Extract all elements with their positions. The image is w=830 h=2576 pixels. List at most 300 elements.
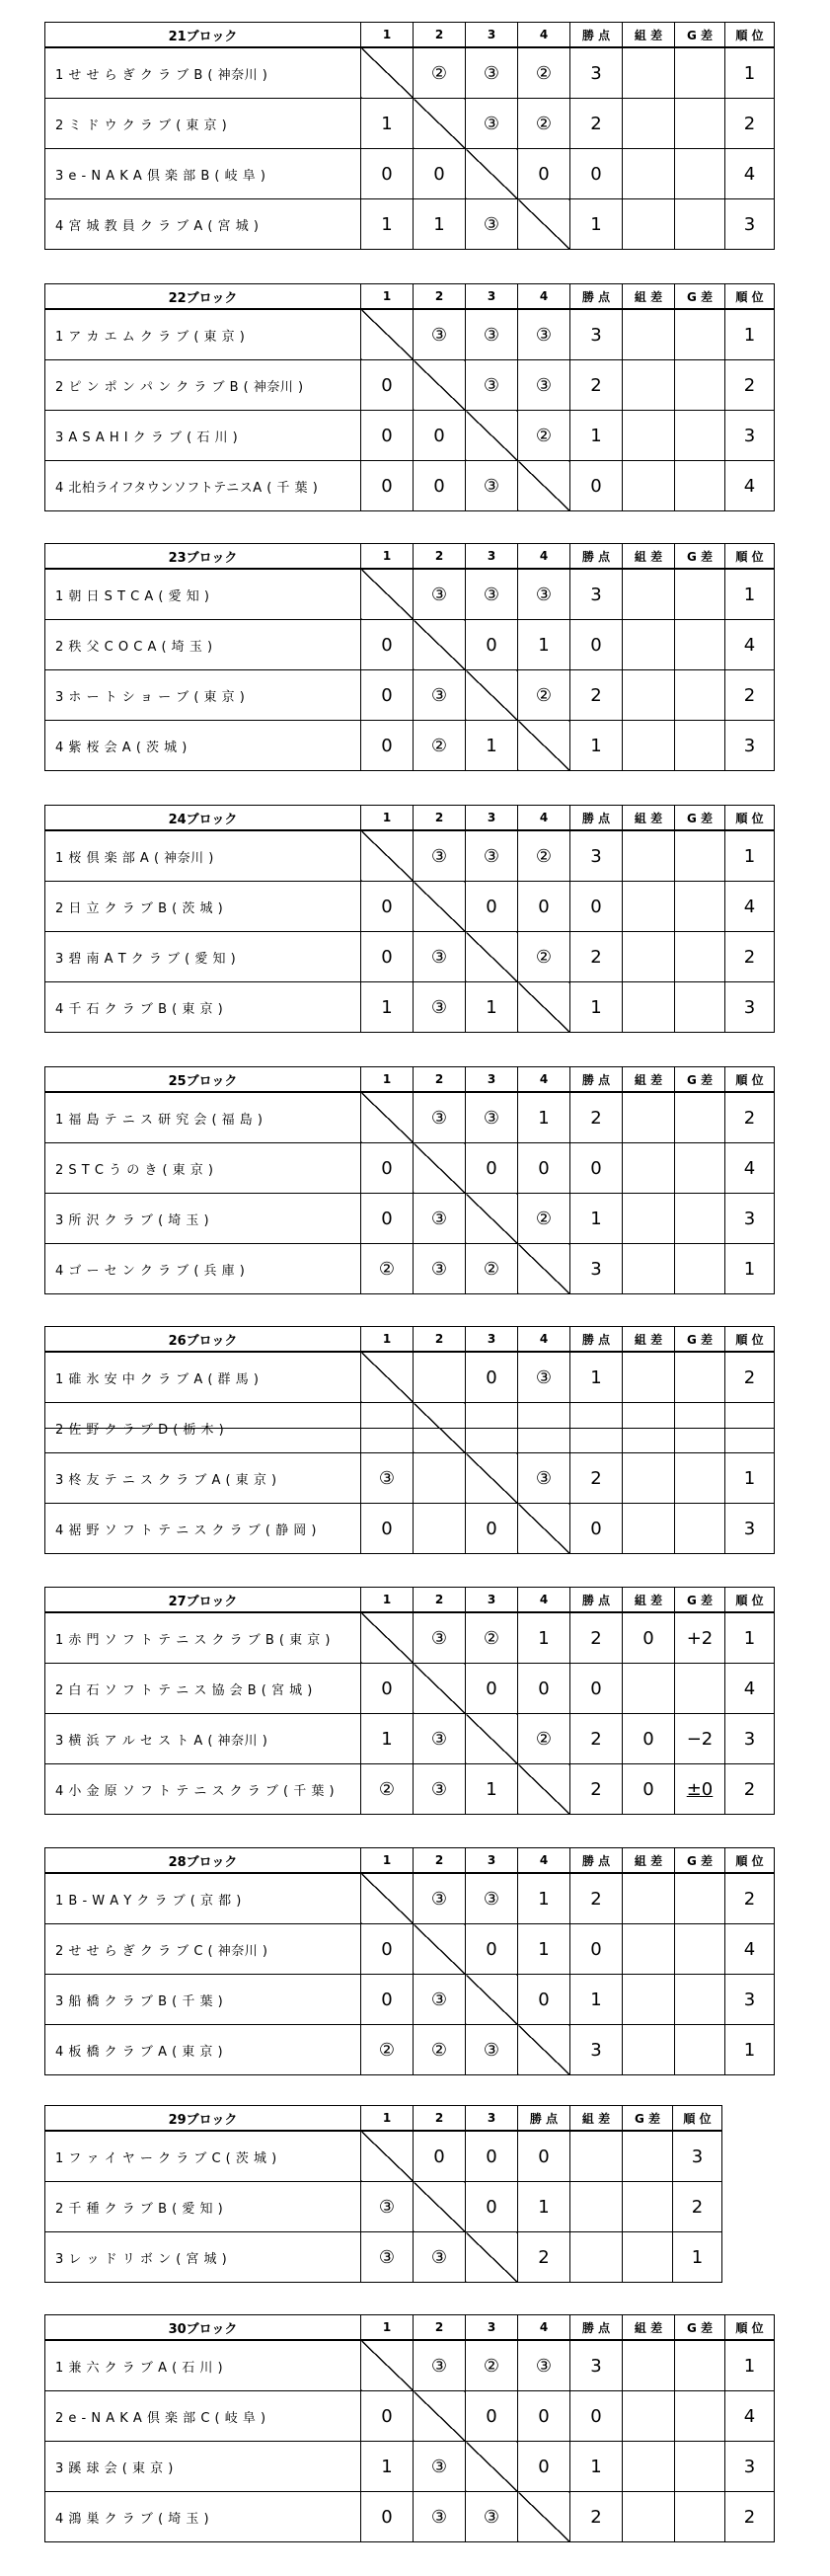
self-match-cell xyxy=(466,932,518,982)
wins-cell xyxy=(570,2025,623,2075)
wins-cell-value: 0 xyxy=(590,2405,602,2427)
wins-cell xyxy=(570,149,623,199)
set-diff-header: 組 差 xyxy=(623,544,675,570)
column-header-opponent-1: 1 xyxy=(361,23,414,48)
result-value: 0 xyxy=(381,163,393,185)
rank-cell xyxy=(725,569,775,620)
wins-cell xyxy=(570,1764,623,1815)
result-cell xyxy=(361,1924,414,1975)
column-header-opponent-3: 3 xyxy=(466,1588,518,1613)
result-value: ③ xyxy=(535,1467,553,1489)
game-diff-cell xyxy=(675,1194,725,1244)
rank-cell xyxy=(725,932,775,982)
self-match-cell xyxy=(414,1664,466,1714)
result-value: ② xyxy=(483,2355,500,2377)
result-value: ③ xyxy=(430,1627,448,1649)
result-cell xyxy=(518,1092,570,1143)
result-cell xyxy=(361,1504,414,1554)
result-cell xyxy=(518,1664,570,1714)
table-row xyxy=(45,1975,775,2025)
wins-cell-value: 0 xyxy=(590,634,602,656)
result-cell xyxy=(466,1924,518,1975)
team-name: 3 柊 友 テ ニ ス ク ラ ブ A ( 東 京 ) xyxy=(45,1453,361,1504)
wins-cell-value: 2 xyxy=(590,1627,602,1649)
rank-cell xyxy=(725,1924,775,1975)
result-cell xyxy=(466,1612,518,1664)
column-header-opponent-3: 3 xyxy=(466,1848,518,1874)
result-cell xyxy=(466,309,518,360)
result-value: ③ xyxy=(430,1107,448,1129)
result-value: 0 xyxy=(538,896,550,917)
result-value: ② xyxy=(483,1258,500,1280)
result-cell xyxy=(466,830,518,882)
wins-header: 勝 点 xyxy=(570,1067,623,1093)
result-value: ② xyxy=(483,1627,500,1649)
result-cell xyxy=(361,1244,414,1294)
result-value: 0 xyxy=(381,1678,393,1699)
column-header-opponent-3: 3 xyxy=(466,1067,518,1093)
result-cell xyxy=(414,1194,466,1244)
header-row xyxy=(45,1588,775,1613)
withdrawn-strike-line xyxy=(414,1428,465,1429)
wins-cell-value: 0 xyxy=(590,1678,602,1699)
self-match-cell xyxy=(361,309,414,360)
block-table xyxy=(44,805,775,1033)
result-cell xyxy=(414,1352,466,1403)
result-cell xyxy=(414,1714,466,1764)
wins-cell-value: 3 xyxy=(590,324,602,346)
set-diff-header: 組 差 xyxy=(623,1848,675,1874)
result-value: ② xyxy=(535,684,553,706)
set-diff-cell xyxy=(623,721,675,771)
set-diff-cell xyxy=(623,932,675,982)
result-cell xyxy=(466,2340,518,2391)
team-name: 3 蹊 球 会 ( 東 京 ) xyxy=(45,2442,361,2492)
column-header-opponent-1: 1 xyxy=(361,806,414,831)
set-diff-cell xyxy=(623,1453,675,1504)
wins-cell-value: 3 xyxy=(590,584,602,605)
result-value: ③ xyxy=(430,1778,448,1800)
result-value: ② xyxy=(535,1728,553,1750)
result-cell xyxy=(414,2340,466,2391)
table-row xyxy=(45,830,775,882)
wins-cell-value: 2 xyxy=(538,2246,550,2268)
result-value: 1 xyxy=(538,1627,550,1649)
set-diff-cell xyxy=(623,2442,675,2492)
result-value: 0 xyxy=(486,896,497,917)
result-cell xyxy=(361,932,414,982)
result-cell xyxy=(518,670,570,721)
rank-cell xyxy=(725,670,775,721)
team-name: 4 鴻 巣 ク ラ ブ ( 埼 玉 ) xyxy=(45,2492,361,2542)
table-row xyxy=(45,2391,775,2442)
result-value: ③ xyxy=(483,1107,500,1129)
result-cell xyxy=(414,932,466,982)
team-name: 4 紫 桜 会 A ( 茨 城 ) xyxy=(45,721,361,771)
self-match-cell xyxy=(466,2232,518,2283)
result-value: 1 xyxy=(486,1778,497,1800)
table-row xyxy=(45,1352,775,1403)
rank-cell xyxy=(725,1664,775,1714)
team-name: 1 兼 六 ク ラ ブ A ( 石 川 ) xyxy=(45,2340,361,2391)
block-title: 22ブロック xyxy=(45,284,361,310)
wins-cell xyxy=(570,1143,623,1194)
result-cell xyxy=(361,2492,414,2542)
result-cell xyxy=(361,1143,414,1194)
set-diff-cell-value: 0 xyxy=(642,1627,654,1649)
result-cell xyxy=(361,1403,414,1453)
wins-cell-value: 1 xyxy=(538,2196,550,2218)
set-diff-cell xyxy=(570,2131,623,2182)
result-cell xyxy=(466,569,518,620)
wins-cell xyxy=(570,1924,623,1975)
table-row xyxy=(45,199,775,250)
result-cell xyxy=(361,1975,414,2025)
team-name: 1 B - W A Y ク ラ ブ ( 京 都 ) xyxy=(45,1873,361,1924)
result-value: 0 xyxy=(486,1157,497,1179)
column-header-opponent-2: 2 xyxy=(414,806,466,831)
result-value: 1 xyxy=(381,2456,393,2477)
wins-cell xyxy=(570,309,623,360)
result-cell xyxy=(518,1143,570,1194)
wins-cell xyxy=(570,620,623,670)
result-value: ② xyxy=(378,1258,396,1280)
team-name: 1 朝 日 S T C A ( 愛 知 ) xyxy=(45,569,361,620)
rank-cell xyxy=(725,1092,775,1143)
result-value: ② xyxy=(535,113,553,134)
column-header-opponent-3: 3 xyxy=(466,806,518,831)
result-value: 0 xyxy=(486,1678,497,1699)
result-cell xyxy=(466,2492,518,2542)
result-value: ③ xyxy=(483,113,500,134)
result-cell xyxy=(466,199,518,250)
game-diff-cell xyxy=(675,620,725,670)
withdrawn-strike-line xyxy=(570,1428,622,1429)
result-cell xyxy=(466,360,518,411)
set-diff-cell xyxy=(623,2391,675,2442)
result-cell xyxy=(518,149,570,199)
wins-cell xyxy=(570,569,623,620)
game-diff-header: G 差 xyxy=(675,1848,725,1874)
self-match-cell xyxy=(518,461,570,511)
block-table xyxy=(44,22,775,250)
self-match-cell xyxy=(414,2391,466,2442)
result-value: ③ xyxy=(430,324,448,346)
wins-cell xyxy=(518,2182,570,2232)
game-diff-cell xyxy=(623,2232,673,2283)
result-cell xyxy=(414,2131,466,2182)
wins-cell xyxy=(570,982,623,1033)
result-value: 0 xyxy=(538,1678,550,1699)
result-value: 0 xyxy=(381,735,393,756)
result-cell xyxy=(361,670,414,721)
rank-cell xyxy=(725,309,775,360)
wins-cell xyxy=(570,2391,623,2442)
rank-header: 順 位 xyxy=(725,2315,775,2341)
set-diff-cell-value: 0 xyxy=(642,1728,654,1750)
result-cell xyxy=(518,1924,570,1975)
set-diff-cell xyxy=(623,309,675,360)
self-match-cell xyxy=(414,882,466,932)
table-row xyxy=(45,620,775,670)
wins-cell xyxy=(570,932,623,982)
rank-header: 順 位 xyxy=(673,2106,722,2132)
rank-cell-value: 1 xyxy=(743,584,756,605)
result-cell xyxy=(414,2025,466,2075)
game-diff-cell xyxy=(675,411,725,461)
header-row xyxy=(45,2315,775,2341)
result-value: 0 xyxy=(433,475,445,497)
column-header-opponent-3: 3 xyxy=(466,23,518,48)
result-value: ③ xyxy=(483,213,500,235)
result-cell xyxy=(518,1194,570,1244)
team-name: 3 A S A H I ク ラ ブ ( 石 川 ) xyxy=(45,411,361,461)
result-cell xyxy=(466,721,518,771)
wins-cell-value: 2 xyxy=(590,374,602,396)
result-value: ③ xyxy=(430,845,448,867)
result-value: ② xyxy=(535,946,553,968)
table-row xyxy=(45,1194,775,1244)
game-diff-cell-value: −2 xyxy=(686,1728,714,1750)
team-name: 4 裾 野 ソ フ ト テ ニ ス ク ラ ブ ( 静 岡 ) xyxy=(45,1504,361,1554)
result-value: 0 xyxy=(381,2405,393,2427)
column-header-opponent-2: 2 xyxy=(414,1067,466,1093)
rank-cell xyxy=(725,411,775,461)
rank-cell xyxy=(725,982,775,1033)
team-name: 3 横 浜 ア ル セ ス ト A ( 神奈川 ) xyxy=(45,1714,361,1764)
result-value: ③ xyxy=(483,584,500,605)
result-value: 0 xyxy=(381,946,393,968)
result-value: 0 xyxy=(381,1157,393,1179)
result-value: ③ xyxy=(535,584,553,605)
result-value: 1 xyxy=(538,1938,550,1960)
header-row xyxy=(45,2106,722,2132)
result-value: 1 xyxy=(486,735,497,756)
result-cell xyxy=(518,882,570,932)
result-value: ② xyxy=(535,425,553,446)
table-row xyxy=(45,2232,722,2283)
table-row xyxy=(45,1873,775,1924)
result-value: ③ xyxy=(483,1888,500,1910)
result-value: ③ xyxy=(483,845,500,867)
rank-cell xyxy=(725,830,775,882)
header-row xyxy=(45,1848,775,1874)
wins-header: 勝 点 xyxy=(570,806,623,831)
self-match-cell xyxy=(466,1194,518,1244)
set-diff-header: 組 差 xyxy=(570,2106,623,2132)
result-value: ③ xyxy=(430,2246,448,2268)
team-name: 1 福 島 テ ニ ス 研 究 会 ( 福 島 ) xyxy=(45,1092,361,1143)
self-match-cell xyxy=(466,411,518,461)
rank-cell-value: 2 xyxy=(743,1107,756,1129)
rank-cell xyxy=(725,199,775,250)
rank-cell xyxy=(725,2340,775,2391)
game-diff-header: G 差 xyxy=(675,2315,725,2341)
self-match-cell xyxy=(518,721,570,771)
team-name: 3 e - N A K A 倶 楽 部 B ( 岐 阜 ) xyxy=(45,149,361,199)
result-cell xyxy=(414,149,466,199)
result-value: ③ xyxy=(430,684,448,706)
game-diff-header: G 差 xyxy=(675,1588,725,1613)
rank-cell-value: 2 xyxy=(743,113,756,134)
result-cell xyxy=(414,1612,466,1664)
rank-cell-value: 2 xyxy=(743,374,756,396)
result-cell xyxy=(361,1453,414,1504)
self-match-cell xyxy=(466,1453,518,1504)
result-cell xyxy=(361,2442,414,2492)
rank-cell xyxy=(725,2442,775,2492)
game-diff-cell xyxy=(623,2182,673,2232)
self-match-cell xyxy=(361,830,414,882)
rank-cell-value: 3 xyxy=(743,425,756,446)
table-row xyxy=(45,932,775,982)
wins-cell xyxy=(570,2340,623,2391)
game-diff-cell xyxy=(675,2391,725,2442)
set-diff-cell xyxy=(570,2182,623,2232)
result-cell xyxy=(466,1143,518,1194)
team-name: 2 佐 野 ク ラ ブ D ( 栃 木 ) xyxy=(45,1403,361,1453)
result-value: ② xyxy=(430,62,448,84)
wins-cell xyxy=(570,1453,623,1504)
block-title: 24ブロック xyxy=(45,806,361,831)
result-value: 0 xyxy=(433,425,445,446)
column-header-opponent-1: 1 xyxy=(361,1327,414,1353)
result-cell xyxy=(466,1764,518,1815)
set-diff-cell xyxy=(623,1092,675,1143)
result-value: ③ xyxy=(535,374,553,396)
column-header-opponent-1: 1 xyxy=(361,284,414,310)
game-diff-cell xyxy=(675,199,725,250)
wins-cell-value: 1 xyxy=(590,213,602,235)
column-header-opponent-3: 3 xyxy=(466,2106,518,2132)
withdrawn-strike-line xyxy=(675,1428,724,1429)
result-cell xyxy=(466,1403,518,1453)
rank-cell-value: 3 xyxy=(743,996,756,1018)
result-cell xyxy=(361,1194,414,1244)
table-row xyxy=(45,461,775,511)
result-cell xyxy=(466,882,518,932)
team-name: 4 宮 城 教 員 ク ラ ブ A ( 宮 城 ) xyxy=(45,199,361,250)
table-row xyxy=(45,309,775,360)
rank-cell xyxy=(725,360,775,411)
self-match-cell xyxy=(414,360,466,411)
result-value: 0 xyxy=(381,1518,393,1539)
self-match-cell xyxy=(414,99,466,149)
game-diff-cell-value: ±0 xyxy=(686,1778,714,1800)
header-row xyxy=(45,1327,775,1353)
result-value: 0 xyxy=(538,2456,550,2477)
self-match-cell xyxy=(466,2442,518,2492)
table-row xyxy=(45,411,775,461)
result-value: ③ xyxy=(430,2355,448,2377)
game-diff-cell-value: +2 xyxy=(686,1627,714,1649)
column-header-opponent-2: 2 xyxy=(414,1588,466,1613)
result-value: 0 xyxy=(381,634,393,656)
result-cell xyxy=(414,2442,466,2492)
wins-cell xyxy=(570,461,623,511)
block-title: 26ブロック xyxy=(45,1327,361,1353)
result-cell xyxy=(518,1975,570,2025)
rank-cell xyxy=(725,1403,775,1453)
result-value: 0 xyxy=(381,684,393,706)
game-diff-cell xyxy=(675,1244,725,1294)
table-row xyxy=(45,1714,775,1764)
set-diff-cell xyxy=(623,360,675,411)
result-value: 0 xyxy=(486,1366,497,1388)
table-row xyxy=(45,670,775,721)
game-diff-cell xyxy=(675,1612,725,1664)
block-table xyxy=(44,2105,722,2283)
game-diff-cell xyxy=(675,1092,725,1143)
column-header-opponent-1: 1 xyxy=(361,1588,414,1613)
rank-cell-value: 4 xyxy=(743,2405,756,2427)
set-diff-header: 組 差 xyxy=(623,2315,675,2341)
self-match-cell xyxy=(361,47,414,99)
rank-cell-value: 2 xyxy=(743,2506,756,2528)
result-cell xyxy=(414,47,466,99)
result-cell xyxy=(518,1873,570,1924)
rank-cell xyxy=(725,882,775,932)
table-row xyxy=(45,1403,775,1453)
wins-cell-value: 2 xyxy=(590,1467,602,1489)
column-header-opponent-2: 2 xyxy=(414,1848,466,1874)
result-value: 0 xyxy=(538,1157,550,1179)
result-cell xyxy=(414,411,466,461)
self-match-cell xyxy=(518,1764,570,1815)
column-header-opponent-1: 1 xyxy=(361,2315,414,2341)
result-cell xyxy=(361,1664,414,1714)
rank-cell-value: 1 xyxy=(743,1258,756,1280)
table-row xyxy=(45,882,775,932)
set-diff-cell xyxy=(623,1352,675,1403)
game-diff-cell xyxy=(675,47,725,99)
result-cell xyxy=(361,1714,414,1764)
column-header-opponent-4: 4 xyxy=(518,806,570,831)
wins-cell xyxy=(570,99,623,149)
result-cell xyxy=(361,882,414,932)
result-value: 0 xyxy=(381,1938,393,1960)
result-cell xyxy=(414,1764,466,1815)
set-diff-cell xyxy=(623,1403,675,1453)
wins-cell xyxy=(518,2232,570,2283)
block-table xyxy=(44,1847,775,2075)
team-name: 1 桜 倶 楽 部 A ( 神奈川 ) xyxy=(45,830,361,882)
wins-cell-value: 2 xyxy=(590,2506,602,2528)
table-row xyxy=(45,1612,775,1664)
self-match-cell xyxy=(361,1352,414,1403)
result-value: ② xyxy=(430,735,448,756)
column-header-opponent-4: 4 xyxy=(518,1067,570,1093)
wins-cell-value: 2 xyxy=(590,684,602,706)
team-name: 1 フ ァ イ ヤ ー ク ラ ブ C ( 茨 城 ) xyxy=(45,2131,361,2182)
result-cell xyxy=(518,2391,570,2442)
result-cell xyxy=(361,2232,414,2283)
team-name: 3 船 橋 ク ラ ブ B ( 千 葉 ) xyxy=(45,1975,361,2025)
wins-cell xyxy=(570,1612,623,1664)
wins-cell xyxy=(570,1244,623,1294)
result-cell xyxy=(466,1504,518,1554)
result-value: 0 xyxy=(433,2146,445,2167)
wins-cell xyxy=(570,411,623,461)
self-match-cell xyxy=(518,1244,570,1294)
wins-header: 勝 点 xyxy=(570,544,623,570)
game-diff-cell xyxy=(675,2025,725,2075)
result-value: 0 xyxy=(486,1518,497,1539)
wins-cell-value: 2 xyxy=(590,1107,602,1129)
rank-cell xyxy=(725,1352,775,1403)
self-match-cell xyxy=(361,569,414,620)
rank-cell-value: 1 xyxy=(743,2039,756,2061)
